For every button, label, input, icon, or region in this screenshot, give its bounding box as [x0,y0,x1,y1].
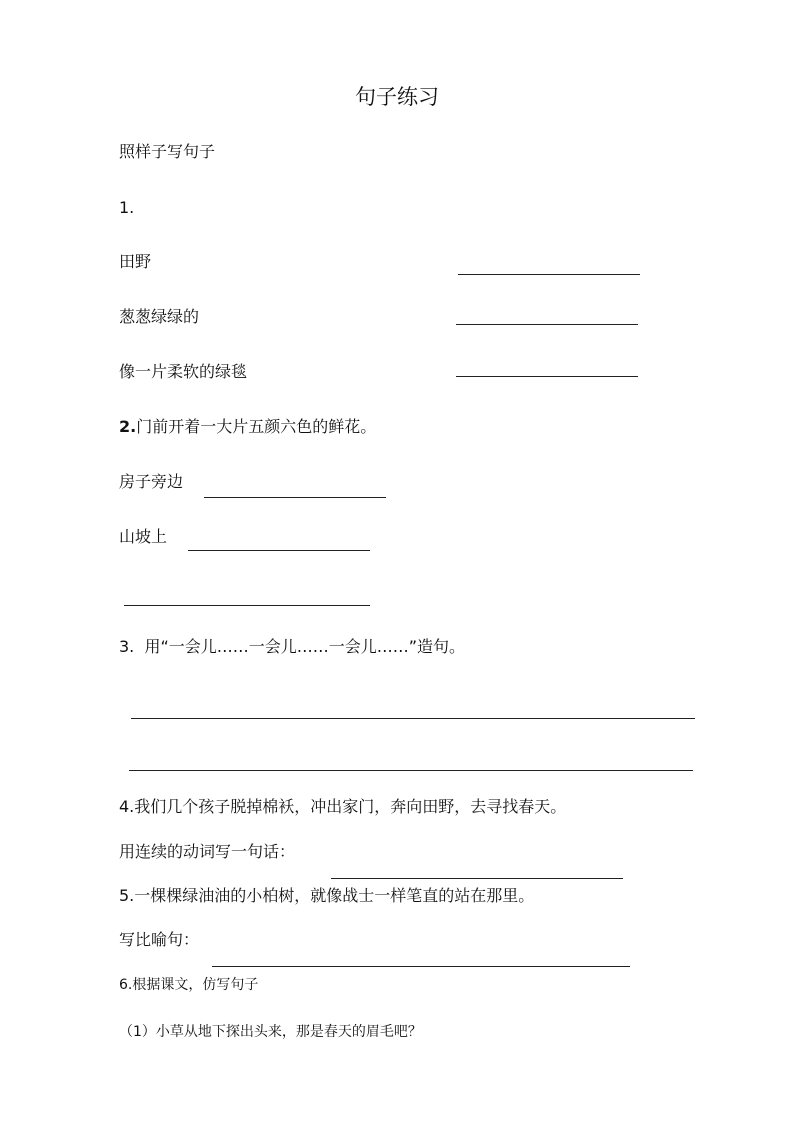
page-title: 句子练习 [355,85,439,109]
question-3-text: 用“一会儿……一会儿……一会儿……”造句。 [144,637,466,656]
answer-line-q4[interactable] [331,878,623,879]
question-4-text: 4.我们几个孩子脱掉棉袄，冲出家门，奔向田野，去寻找春天。 [119,797,567,816]
question-2-prompt-2: 山坡上 [119,527,168,546]
question-4-prompt: 用连续的动词写一句话： [119,842,296,861]
question-2-sentence: 门前开着一大片五颜六色的鲜花。 [136,417,377,436]
answer-line-q3-1[interactable] [131,718,695,719]
question-5-prompt: 写比喻句： [119,930,200,949]
question-1-item-3: 像一片柔软的绿毯 [119,362,248,381]
answer-line-q3-2[interactable] [129,770,693,771]
question-3 [119,637,465,657]
question-1-item-2: 葱葱绿绿的 [119,307,200,326]
section-heading: 照样子写句子 [119,142,216,161]
question-6-sub-1: （1）小草从地下探出头来，那是春天的眉毛吧？ [119,1024,422,1040]
answer-line-q1-2[interactable] [456,324,638,325]
answer-line-q1-1[interactable] [458,274,640,275]
answer-line-q5[interactable] [212,966,630,967]
answer-line-q2-3[interactable] [124,605,370,606]
question-3-number: 3. [119,637,135,656]
question-2-number: 2. [119,417,137,436]
question-2 [119,417,376,437]
question-1-number: 1. [119,198,135,217]
answer-line-q2-2[interactable] [188,550,370,551]
answer-line-q2-1[interactable] [204,497,386,498]
question-5-text: 5.一棵棵绿油油的小柏树，就像战士一样笔直的站在那里。 [119,886,535,905]
question-1-item-1: 田野 [119,252,152,271]
question-6-text: 6.根据课文，仿写句子 [119,977,259,993]
question-2-prompt-1: 房子旁边 [119,472,184,491]
answer-line-q1-3[interactable] [456,376,638,377]
